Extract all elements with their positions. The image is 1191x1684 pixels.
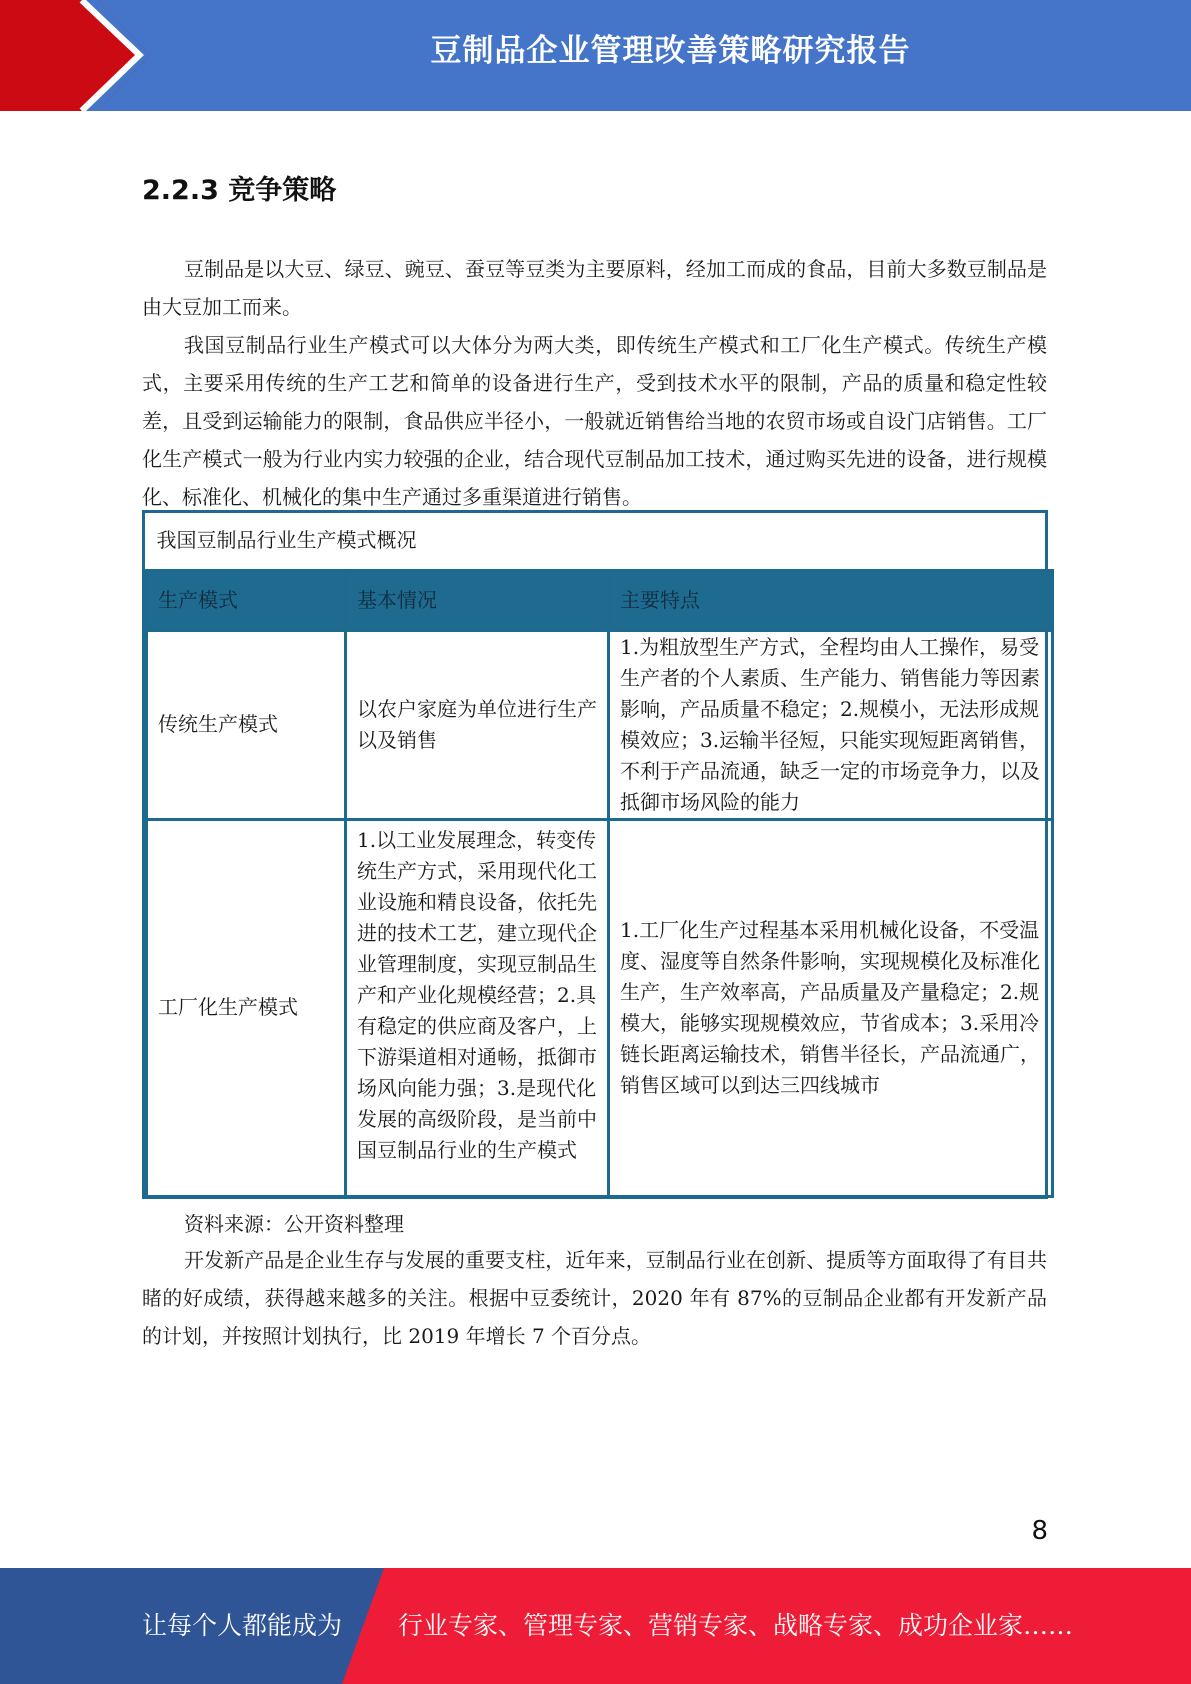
footer-slogan-right: 行业专家、管理专家、营销专家、战略专家、成功企业家…… <box>398 1611 1074 1640</box>
table-header-basic: 基本情况 <box>346 570 609 630</box>
paragraph-intro: 豆制品是以大豆、绿豆、豌豆、蚕豆等豆类为主要原料，经加工而成的食品，目前大多数豆制品是由大豆加工而来。 <box>142 257 1047 319</box>
production-mode-table <box>142 510 1048 1199</box>
page-footer <box>0 1568 1191 1684</box>
table-cell-basic: 1.以工业发展理念，转变传统生产方式，采用现代化工业设施和精良设备，依托先进的技术工艺，建立现代企业管理制度，实现豆制品生产和产业化规模经营；2.具有稳定的供应商及客户，上下游渠道相对通畅，抵御市场风向能力强；3.是现代化发展的高级阶段，是当前中国豆制品行业的生产模式 <box>346 819 609 1196</box>
table-row <box>147 630 1053 819</box>
header-arrow-decoration <box>0 0 150 111</box>
footer-slogan-left: 让每个人都能成为 <box>142 1611 343 1640</box>
table-cell-features: 1.为粗放型生产方式，全程均由人工操作，易受生产者的个人素质、生产能力、销售能力等因素影响，产品质量不稳定；2.规模小，无法形成规模效应；3.运输半径短，只能实现短距离销售，不利于产品流通，缺乏一定的市场竞争力，以及抵御市场风险的能力 <box>609 630 1053 819</box>
table-source-note: 资料来源：公开资料整理 <box>184 1212 404 1236</box>
table-header-features: 主要特点 <box>609 570 1053 630</box>
table-cell-features: 1.工厂化生产过程基本采用机械化设备，不受温度、湿度等自然条件影响，实现规模化及标准化生产，生产效率高，产品质量及产量稳定；2.规模大，能够实现规模效应，节省成本；3.采用冷链长距离运输技术，销售半径长，产品流通广，销售区域可以到达三四线城市 <box>609 819 1053 1196</box>
table-caption: 我国豆制品行业生产模式概况 <box>147 513 1053 570</box>
paragraph-production-modes: 我国豆制品行业生产模式可以大体分为两大类，即传统生产模式和工厂化生产模式。传统生产模式，主要采用传统的生产工艺和简单的设备进行生产，受到技术水平的限制，产品的质量和稳定性较差，且受到运输能力的限制，食品供应半径小，一般就近销售给当地的农贸市场或自设门店销售。工厂化生产模式一般为行业内实力较强的企业，结合现代豆制品加工技术，通过购买先进的设备，进行规模化、标准化、机械化的集中生产通过多重渠道进行销售。 <box>142 333 1047 509</box>
table-cell-mode: 工厂化生产模式 <box>147 819 346 1196</box>
table-cell-mode: 传统生产模式 <box>147 630 346 819</box>
table-header-mode: 生产模式 <box>147 570 346 630</box>
section-heading: 2.2.3 竞争策略 <box>142 175 337 206</box>
table-row <box>147 819 1053 1196</box>
page-number: 8 <box>1031 1516 1048 1546</box>
paragraph-new-products: 开发新产品是企业生存与发展的重要支柱，近年来，豆制品行业在创新、提质等方面取得了有目共睹的好成绩，获得越来越多的关注。根据中豆委统计，2020 年有 87%的豆制品企业都有开发新产品的计划，并按照计划执行，比 2019 年增长 7 个百分点。 <box>142 1248 1047 1348</box>
report-title: 豆制品企业管理改善策略研究报告 <box>430 33 911 69</box>
table-cell-basic: 以农户家庭为单位进行生产以及销售 <box>346 630 609 819</box>
page-header <box>0 0 1191 111</box>
